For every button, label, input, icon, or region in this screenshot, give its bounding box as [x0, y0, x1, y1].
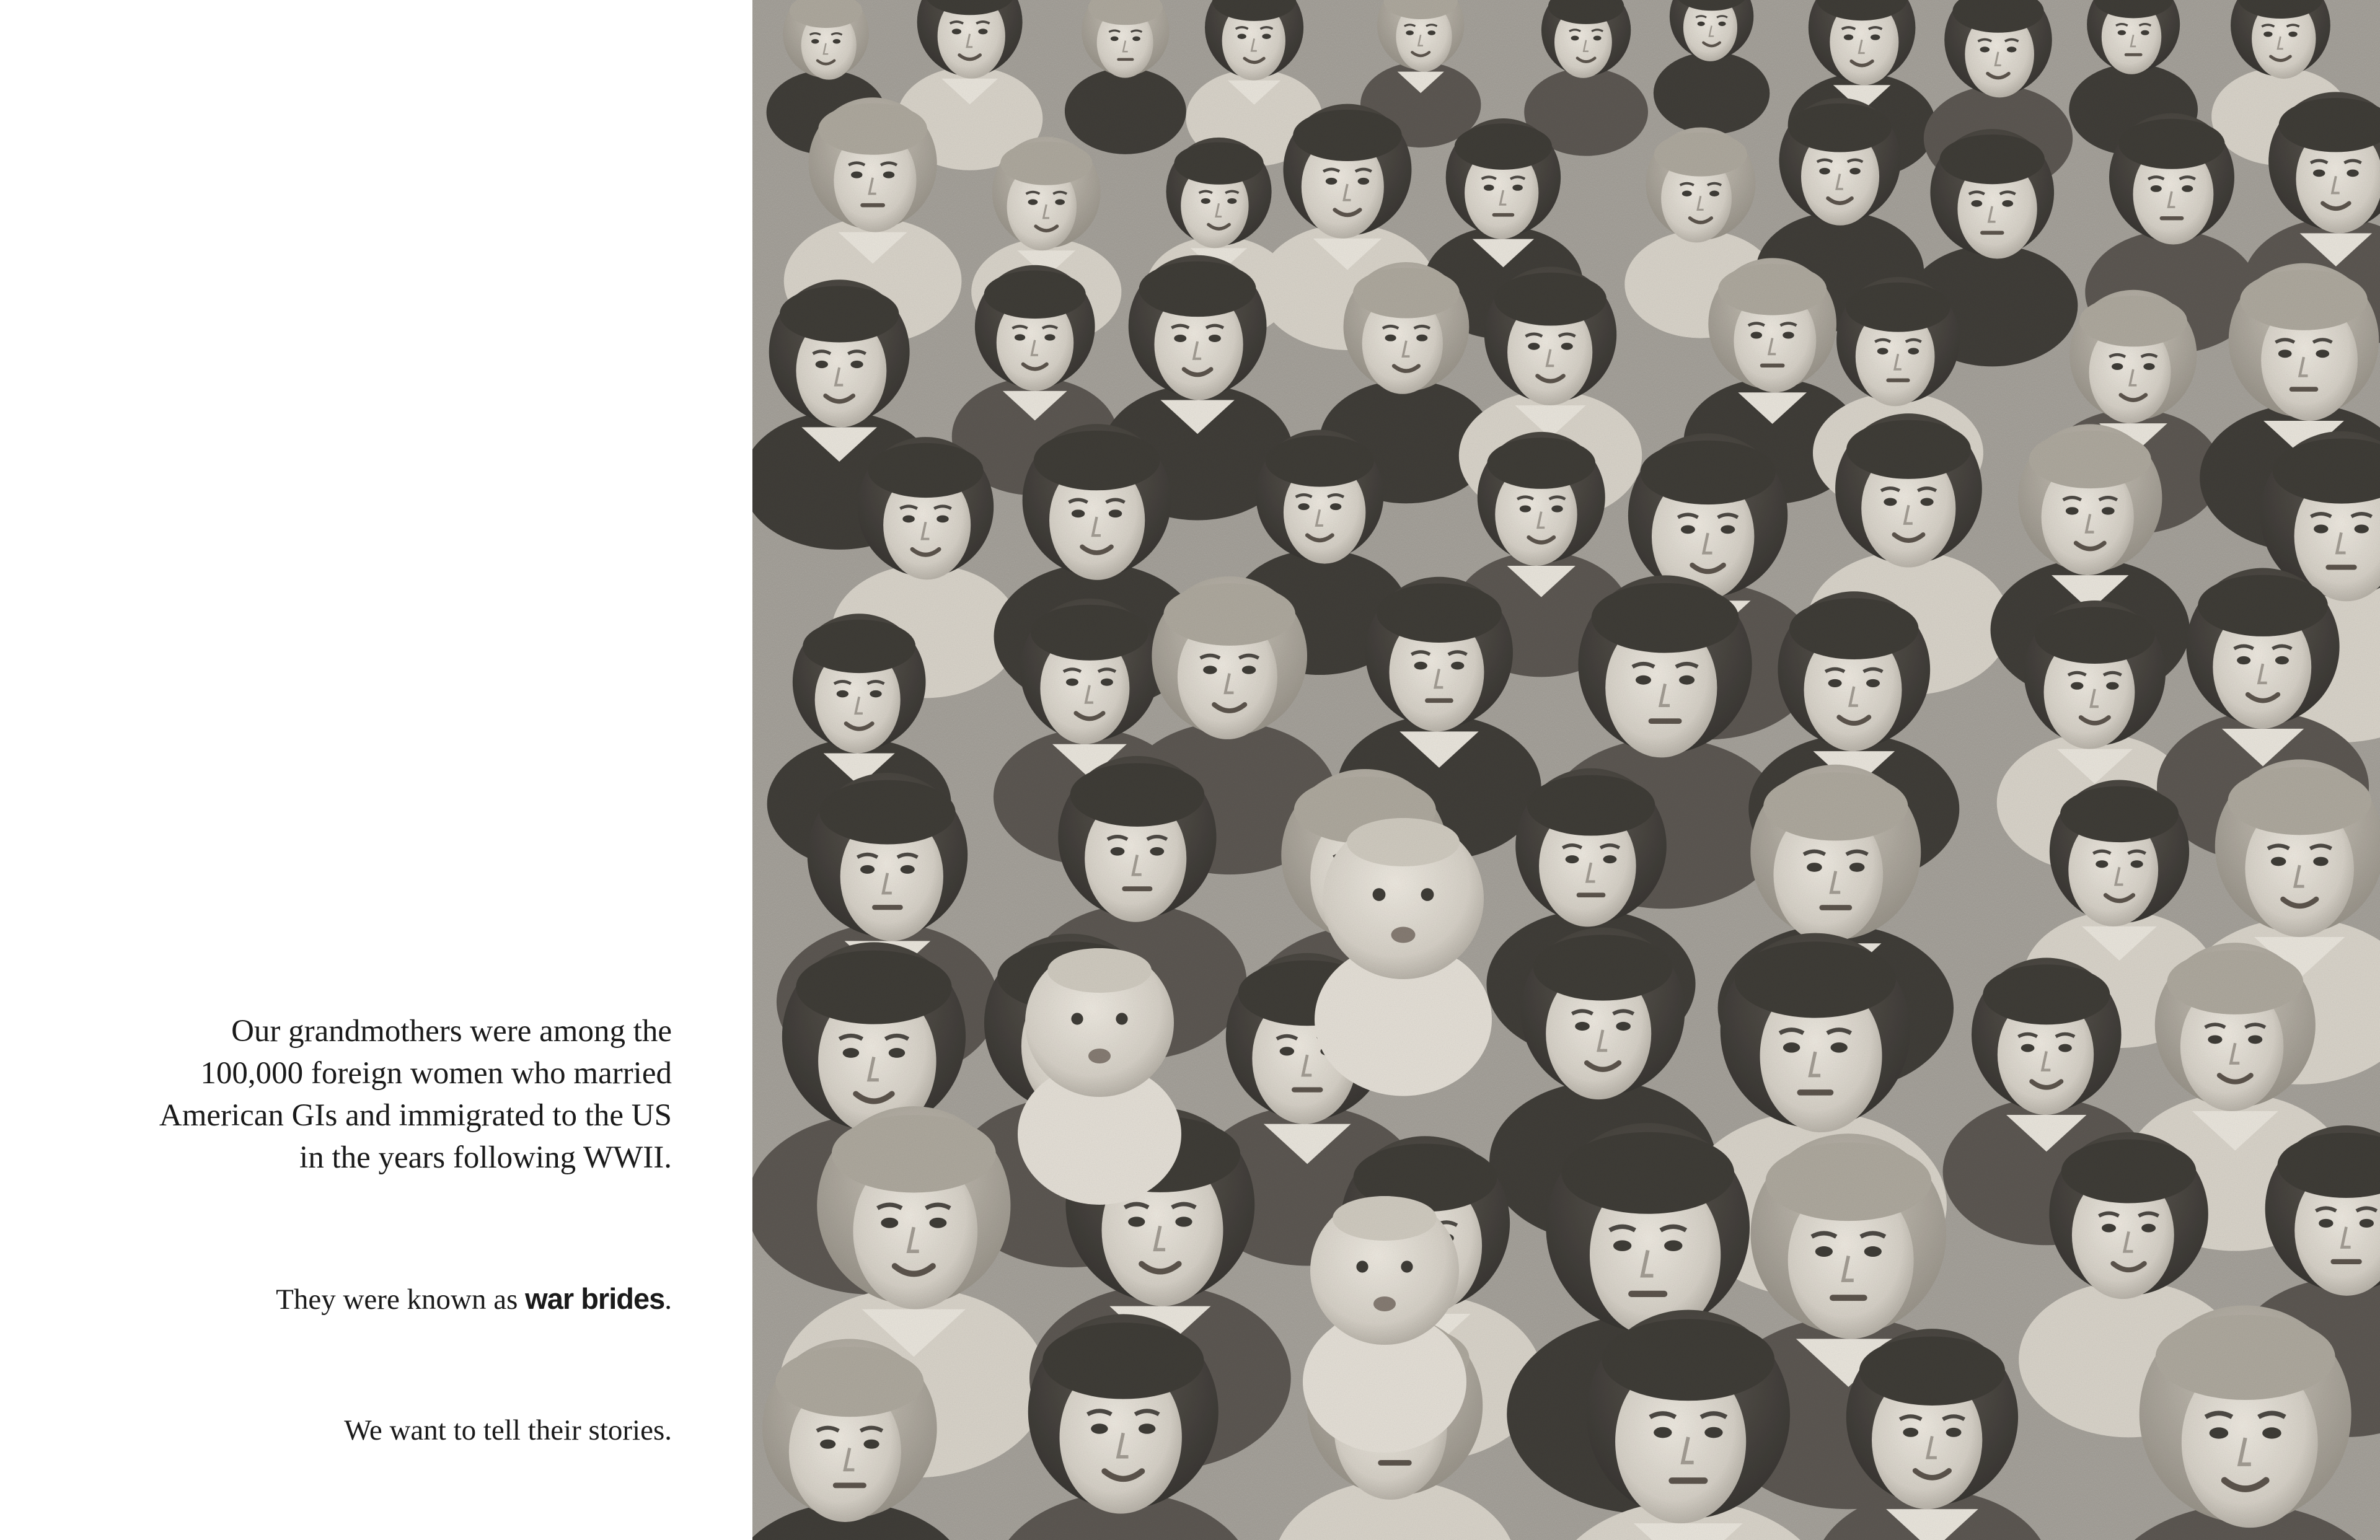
crowd-photo: [752, 0, 2380, 1540]
intro-line: in the years following WWII.: [299, 1140, 672, 1175]
war-brides-emphasis: war brides: [525, 1282, 665, 1315]
closing-sentence: We want to tell their stories.: [344, 1414, 672, 1446]
intro-line: 100,000 foreign women who married: [200, 1056, 672, 1091]
known-as-sentence: [276, 1280, 672, 1318]
intro-paragraph: [0, 1010, 672, 1179]
known-as-suffix: .: [664, 1283, 672, 1316]
text-panel: [0, 0, 752, 1540]
crowd-photo-illustration: [752, 0, 2380, 1540]
intro-line: American GIs and immigrated to the US: [159, 1098, 672, 1133]
intro-line: Our grandmothers were among the: [231, 1014, 672, 1049]
known-as-prefix: They were known as: [276, 1283, 526, 1316]
